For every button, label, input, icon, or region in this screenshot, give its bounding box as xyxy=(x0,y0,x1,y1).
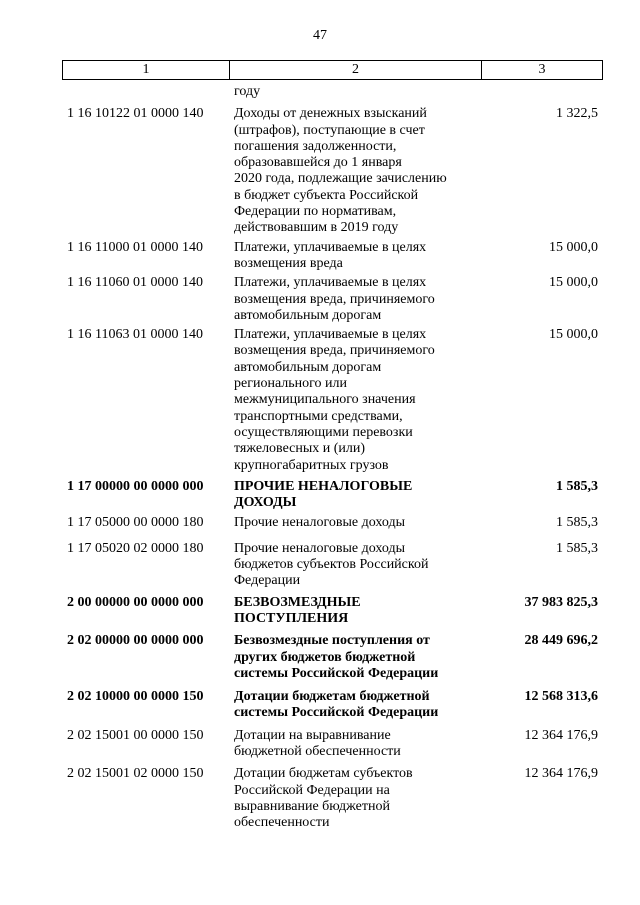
row-name xyxy=(234,479,484,512)
row-name-line: автомобильным дорогам xyxy=(234,307,382,323)
row-code: 1 16 10122 01 0000 140 xyxy=(67,106,204,122)
table-row xyxy=(0,84,640,100)
table-row xyxy=(0,479,640,512)
row-name-line: осуществляющими перевозки xyxy=(234,424,413,440)
page-number: 47 xyxy=(313,28,327,43)
row-code: 1 17 05020 02 0000 180 xyxy=(67,540,204,556)
row-code: 1 17 00000 00 0000 000 xyxy=(67,478,204,494)
row-name-line: образовавшейся до 1 января xyxy=(234,155,402,171)
row-name-line: БЕЗВОЗМЕЗДНЫЕ xyxy=(234,594,361,610)
row-name-line: Дотации на выравнивание xyxy=(234,727,391,743)
row-name xyxy=(234,766,484,831)
table-row xyxy=(0,327,640,474)
row-name-line: 2020 года, подлежащие зачислению xyxy=(234,171,447,187)
header-col-1: 1 xyxy=(63,61,230,79)
row-name-line: Платежи, уплачиваемые в целях xyxy=(234,239,427,255)
row-code: 1 17 05000 00 0000 180 xyxy=(67,515,204,531)
header-col-3: 3 xyxy=(538,62,546,77)
row-code: 2 02 15001 02 0000 150 xyxy=(67,766,204,782)
row-code: 2 02 15001 00 0000 150 xyxy=(67,727,204,743)
row-name-line: системы Российской Федерации xyxy=(234,705,439,721)
row-name xyxy=(234,633,484,682)
row-name-line: регионального или xyxy=(234,376,348,392)
row-value: 12 568 313,6 xyxy=(524,689,598,705)
row-name-line: возмещения вреда, причиняемого xyxy=(234,291,435,307)
table-row xyxy=(0,515,640,531)
row-name-line: ПОСТУПЛЕНИЯ xyxy=(234,610,349,626)
row-name xyxy=(234,275,484,324)
row-name-line: в бюджет субъекта Российской xyxy=(234,187,419,203)
row-name-line: действовавшим в 2019 году xyxy=(234,220,399,236)
row-name xyxy=(234,240,484,273)
row-name-line: Дотации бюджетам субъектов xyxy=(234,766,413,782)
row-name-line: году xyxy=(234,84,261,99)
row-code: 1 16 11000 01 0000 140 xyxy=(67,239,203,255)
row-name-line: возмещения вреда xyxy=(234,255,343,271)
row-name-line: крупногабаритных грузов xyxy=(234,457,389,473)
row-name xyxy=(234,728,484,761)
row-name-line: Дотации бюджетам бюджетной xyxy=(234,689,430,705)
row-name-line: ПРОЧИЕ НЕНАЛОГОВЫЕ xyxy=(234,478,413,494)
table-row xyxy=(0,541,640,590)
row-name xyxy=(234,106,484,236)
row-name-line: Платежи, уплачиваемые в целях xyxy=(234,275,427,291)
table-row xyxy=(0,106,640,236)
row-value: 1 585,3 xyxy=(556,540,598,556)
row-name xyxy=(234,595,484,628)
row-value: 15 000,0 xyxy=(549,327,598,343)
row-name-line: транспортными средствами, xyxy=(234,408,403,424)
row-code: 2 02 10000 00 0000 150 xyxy=(67,689,204,705)
row-name-line: Платежи, уплачиваемые в целях xyxy=(234,327,427,343)
row-name-line: автомобильным дорогам xyxy=(234,359,382,375)
row-name xyxy=(234,689,484,722)
row-name xyxy=(234,541,484,590)
row-name xyxy=(234,515,484,531)
row-name-line: бюджетов субъектов Российской xyxy=(234,557,429,573)
row-code: 1 16 11063 01 0000 140 xyxy=(67,327,203,343)
table-row xyxy=(0,595,640,628)
row-value: 15 000,0 xyxy=(549,275,598,291)
row-name-line: (штрафов), поступающие в счет xyxy=(234,122,425,138)
table-row xyxy=(0,633,640,682)
row-name-line: Федерации xyxy=(234,573,301,589)
row-name-line: бюджетной обеспеченности xyxy=(234,743,401,759)
row-value: 12 364 176,9 xyxy=(524,727,598,743)
row-value: 37 983 825,3 xyxy=(524,594,598,610)
row-code: 2 00 00000 00 0000 000 xyxy=(67,594,204,610)
row-name-line: межмуниципального значения xyxy=(234,392,416,408)
row-name-line: ДОХОДЫ xyxy=(234,495,297,511)
row-name xyxy=(234,84,484,100)
row-value: 12 364 176,9 xyxy=(524,766,598,782)
row-value: 15 000,0 xyxy=(549,239,598,255)
row-value: 28 449 696,2 xyxy=(524,633,598,649)
row-name xyxy=(234,327,484,474)
table-row xyxy=(0,689,640,722)
table-row xyxy=(0,240,640,273)
row-name-line: обеспеченности xyxy=(234,815,330,831)
row-name-line: Безвозмездные поступления от xyxy=(234,633,430,649)
header-col-2: 2 xyxy=(230,61,482,79)
row-name-line: Прочие неналоговые доходы xyxy=(234,540,406,556)
row-name-line: Федерации по нормативам, xyxy=(234,204,397,220)
row-name-line: Прочие неналоговые доходы xyxy=(234,515,406,531)
row-name-line: системы Российской Федерации xyxy=(234,665,439,681)
row-name-line: других бюджетов бюджетной xyxy=(234,649,416,665)
table-row xyxy=(0,275,640,324)
row-name-line: выравнивание бюджетной xyxy=(234,798,390,814)
table-body xyxy=(0,84,640,831)
row-value: 1 322,5 xyxy=(556,106,598,122)
table-row xyxy=(0,766,640,831)
row-code: 2 02 00000 00 0000 000 xyxy=(67,633,204,649)
row-name-line: Доходы от денежных взысканий xyxy=(234,106,427,122)
row-value: 1 585,3 xyxy=(556,478,598,494)
row-name-line: погашения задолженности, xyxy=(234,138,397,154)
table-header xyxy=(62,60,603,80)
table-row xyxy=(0,728,640,761)
row-name-line: тяжеловесных и (или) xyxy=(234,441,366,457)
row-code: 1 16 11060 01 0000 140 xyxy=(67,275,203,291)
row-name-line: возмещения вреда, причиняемого xyxy=(234,343,435,359)
row-value: 1 585,3 xyxy=(556,515,598,531)
row-name-line: Российской Федерации на xyxy=(234,782,390,798)
